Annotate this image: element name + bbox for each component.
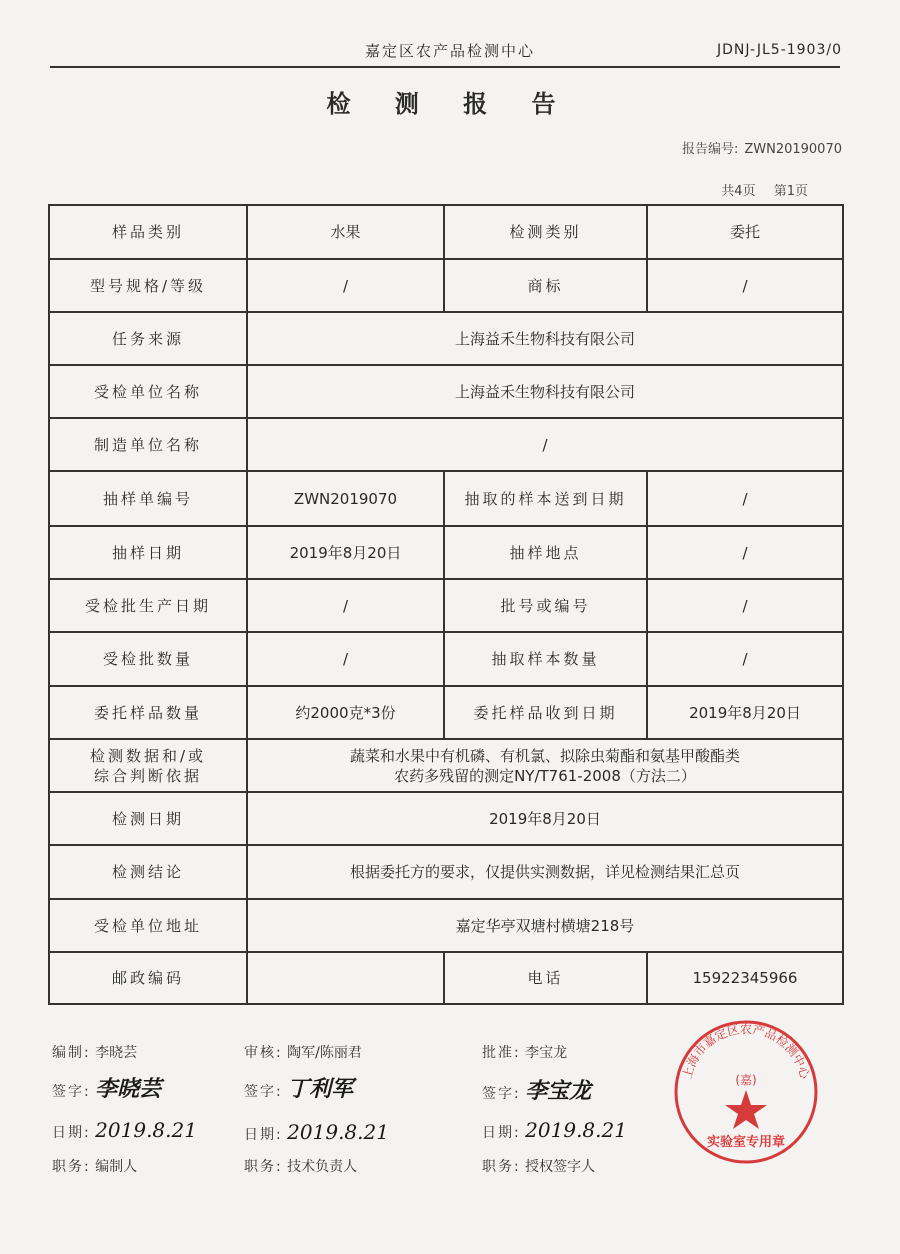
table-row <box>49 632 843 686</box>
table-row <box>49 259 843 312</box>
review-date-line <box>244 1120 389 1144</box>
review-role: 技术负责人 <box>287 1159 358 1175</box>
postcode-label: 邮政编码 <box>49 952 247 1004</box>
batch-qty-value: / <box>247 632 444 686</box>
basis-label <box>49 739 247 792</box>
sample-qty-label: 抽取样本数量 <box>444 632 647 686</box>
review-date-label: 日期: <box>244 1127 283 1143</box>
entrusted-qty-label: 委托样品数量 <box>49 686 247 739</box>
review-role-line <box>244 1156 357 1176</box>
basis-line-2: 农药多残留的测定NY/T761-2008（方法二） <box>394 766 696 785</box>
sampling-no-value: ZWN2019070 <box>247 471 444 526</box>
sample-qty-value: / <box>647 632 843 686</box>
conclusion-label: 检测结论 <box>49 845 247 899</box>
table-row <box>49 365 843 418</box>
conclusion-value: 根据委托方的要求，仅提供实测数据，详见检测结果汇总页 <box>247 845 843 899</box>
sampling-place-value: / <box>647 526 843 579</box>
report-table <box>48 204 844 1005</box>
basis-label-line-1: 检测数据和/或 <box>89 746 207 765</box>
phone-value: 15922345966 <box>647 952 843 1004</box>
approve-line <box>482 1042 567 1062</box>
review-role-label: 职务: <box>244 1159 283 1175</box>
batch-date-label: 受检批生产日期 <box>49 579 247 632</box>
batch-no-label: 批号或编号 <box>444 579 647 632</box>
task-source-label: 任务来源 <box>49 312 247 365</box>
approve-sign <box>482 1074 591 1105</box>
seal-note: (嘉) <box>735 1073 757 1087</box>
table-row <box>49 952 843 1004</box>
sample-arrival-value: / <box>647 471 843 526</box>
seal-arc-text: 上海市嘉定区农产品检测中心 <box>679 1022 813 1081</box>
inspected-unit-label: 受检单位名称 <box>49 365 247 418</box>
compile-label: 编制: <box>52 1045 91 1061</box>
table-row <box>49 312 843 365</box>
basis-label-line-2: 综合判断依据 <box>93 766 202 785</box>
review-date: 2019.8.21 <box>287 1120 389 1144</box>
sampling-no-label: 抽样单编号 <box>49 471 247 526</box>
test-type-value: 委托 <box>647 205 843 259</box>
header-divider <box>50 66 840 68</box>
compile-name: 李晓芸 <box>95 1045 138 1061</box>
inspected-unit-value: 上海益禾生物科技有限公司 <box>247 365 843 418</box>
review-sign <box>244 1072 353 1103</box>
compile-date: 2019.8.21 <box>95 1118 197 1142</box>
entrusted-qty-value: 约2000克*3份 <box>247 686 444 739</box>
compile-role: 编制人 <box>95 1159 138 1175</box>
sampling-date-value: 2019年8月20日 <box>247 526 444 579</box>
approve-label: 批准: <box>482 1045 521 1061</box>
compile-signature: 李晓芸 <box>95 1076 162 1102</box>
report-number <box>676 138 842 157</box>
table-row <box>49 686 843 739</box>
report-number-value: ZWN20190070 <box>744 142 842 157</box>
review-line <box>244 1042 362 1062</box>
compile-date-label: 日期: <box>52 1125 91 1141</box>
page-count <box>721 180 808 199</box>
approve-name: 李宝龙 <box>525 1045 568 1061</box>
seal-bottom-text: 实验室专用章 <box>706 1135 786 1150</box>
basis-value <box>247 739 843 792</box>
table-row <box>49 899 843 952</box>
batch-no-value: / <box>647 579 843 632</box>
sample-type-value: 水果 <box>247 205 444 259</box>
brand-value: / <box>647 259 843 312</box>
header-org: 嘉定区农产品检测中心 <box>364 42 535 60</box>
approve-role: 授权签字人 <box>525 1159 596 1175</box>
total-pages: 共4页 <box>721 184 756 199</box>
address-label: 受检单位地址 <box>49 899 247 952</box>
approve-date: 2019.8.21 <box>525 1118 627 1142</box>
sample-type-label: 样品类别 <box>49 205 247 259</box>
table-row <box>49 526 843 579</box>
current-page: 第1页 <box>773 184 808 199</box>
table-row <box>49 205 843 259</box>
page-title: 检 测 报 告 <box>326 90 574 118</box>
postcode-value <box>247 952 444 1004</box>
compile-date-line <box>52 1118 197 1142</box>
manufacturer-label: 制造单位名称 <box>49 418 247 471</box>
compile-sign-label: 签字: <box>52 1084 91 1100</box>
batch-qty-label: 受检批数量 <box>49 632 247 686</box>
address-value: 嘉定华亭双塘村横塘218号 <box>247 899 843 952</box>
official-seal-icon <box>672 1018 820 1166</box>
approve-signature: 李宝龙 <box>525 1078 592 1104</box>
entrusted-date-value: 2019年8月20日 <box>647 686 843 739</box>
spec-value: / <box>247 259 444 312</box>
review-name: 陶军/陈丽君 <box>287 1045 362 1061</box>
compile-role-line <box>52 1156 137 1176</box>
sample-arrival-label: 抽取的样本送到日期 <box>444 471 647 526</box>
batch-date-value: / <box>247 579 444 632</box>
manufacturer-value: / <box>247 418 843 471</box>
spec-label: 型号规格/等级 <box>49 259 247 312</box>
table-row <box>49 792 843 845</box>
table-row <box>49 579 843 632</box>
brand-label: 商标 <box>444 259 647 312</box>
review-sign-label: 签字: <box>244 1084 283 1100</box>
compile-sign <box>52 1072 161 1103</box>
sampling-place-label: 抽样地点 <box>444 526 647 579</box>
phone-label: 电话 <box>444 952 647 1004</box>
test-date-label: 检测日期 <box>49 792 247 845</box>
compile-role-label: 职务: <box>52 1159 91 1175</box>
sampling-date-label: 抽样日期 <box>49 526 247 579</box>
task-source-value: 上海益禾生物科技有限公司 <box>247 312 843 365</box>
approve-date-label: 日期: <box>482 1125 521 1141</box>
seal-star-icon <box>725 1090 767 1129</box>
basis-line-1: 蔬菜和水果中有机磷、有机氯、拟除虫菊酯和氨基甲酸酯类 <box>349 746 740 765</box>
compile-line <box>52 1042 137 1062</box>
table-row <box>49 739 843 792</box>
test-date-value: 2019年8月20日 <box>247 792 843 845</box>
review-signature: 丁利军 <box>287 1076 354 1102</box>
approve-sign-label: 签字: <box>482 1086 521 1102</box>
table-row <box>49 845 843 899</box>
approve-date-line <box>482 1118 627 1142</box>
review-label: 审核: <box>244 1045 283 1061</box>
table-row <box>49 418 843 471</box>
entrusted-date-label: 委托样品收到日期 <box>444 686 647 739</box>
approve-role-label: 职务: <box>482 1159 521 1175</box>
header-doc-code: JDNJ-JL5-1903/0 <box>717 42 842 58</box>
approve-role-line <box>482 1156 595 1176</box>
test-type-label: 检测类别 <box>444 205 647 259</box>
table-row <box>49 471 843 526</box>
report-number-label: 报告编号: <box>681 142 739 157</box>
